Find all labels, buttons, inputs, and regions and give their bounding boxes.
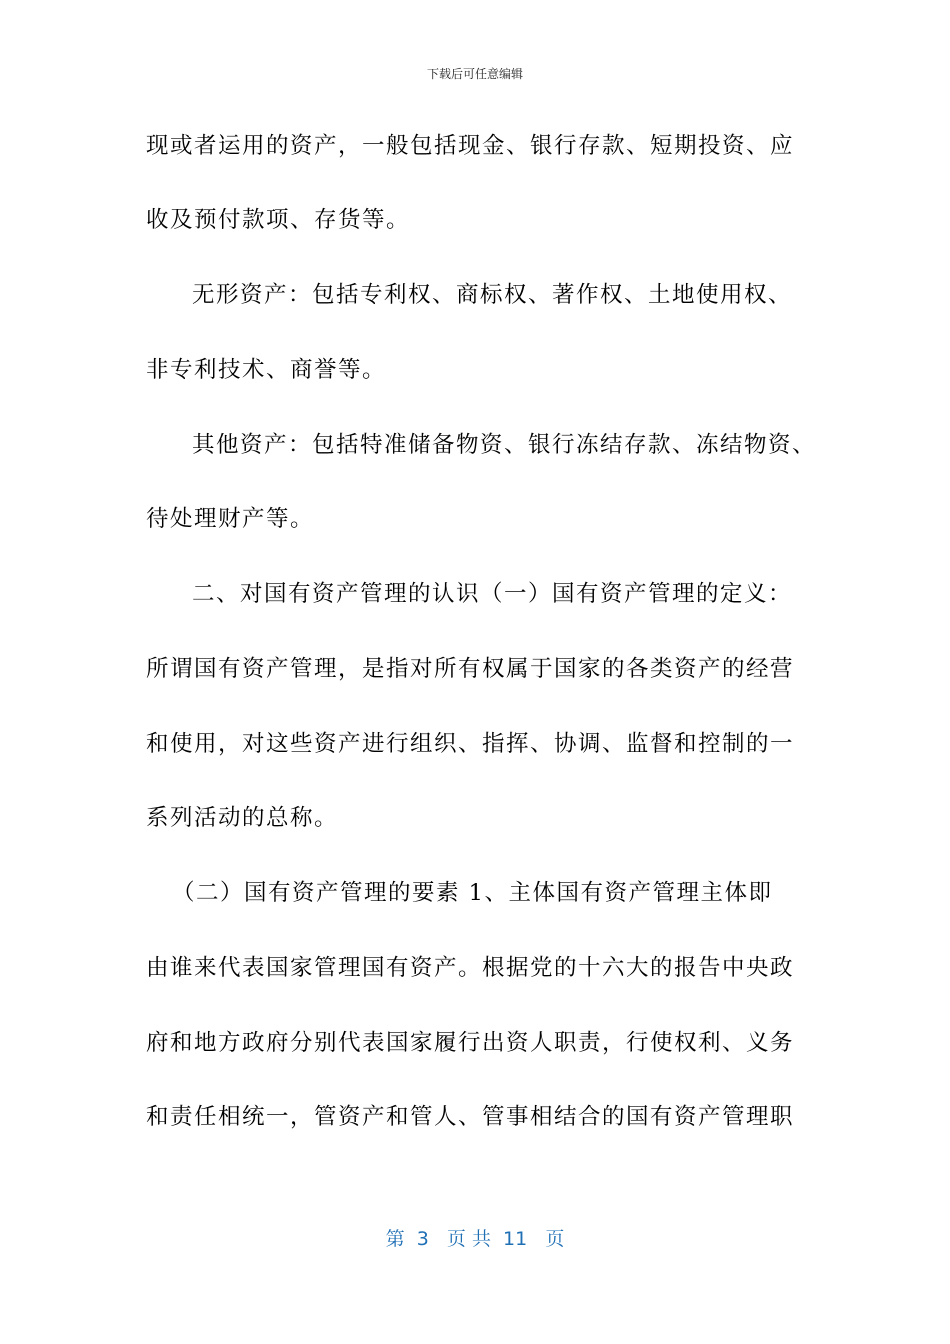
body-line: 府和地方政府分别代表国家履行出资人职责，行使权利、义务 [146, 1030, 795, 1056]
body-line: 收及预付款项、存货等。 [146, 207, 411, 233]
body-line: 和责任相统一，管资产和管人、管事相结合的国有资产管理职 [146, 1104, 795, 1130]
body-line: 待处理财产等。 [146, 506, 315, 532]
body-line: 系列活动的总称。 [146, 805, 339, 831]
page-header: 下载后可任意编辑 [426, 67, 523, 81]
body-line: 由谁来代表国家管理国有资产。根据党的十六大的报告中央政 [146, 955, 795, 981]
body-line: 非专利技术、商誉等。 [146, 357, 387, 383]
body-line-indented: 其他资产：包括特准储备物资、银行冻结存款、冻结物资、 [192, 432, 817, 458]
page-footer: 第 3 页 共 11 页 [385, 1228, 565, 1250]
body-line-indented: （二）国有资产管理的要素 1、主体国有资产管理主体即 [172, 880, 773, 906]
body-line: 现或者运用的资产，一般包括现金、银行存款、短期投资、应 [146, 133, 795, 159]
body-line-indented: 无形资产：包括专利权、商标权、著作权、土地使用权、 [192, 282, 793, 308]
body-line-indented: 二、对国有资产管理的认识（一）国有资产管理的定义： [192, 581, 793, 607]
body-line: 所谓国有资产管理，是指对所有权属于国家的各类资产的经营 [146, 656, 795, 682]
body-line: 和使用，对这些资产进行组织、指挥、协调、监督和控制的一 [146, 731, 795, 757]
